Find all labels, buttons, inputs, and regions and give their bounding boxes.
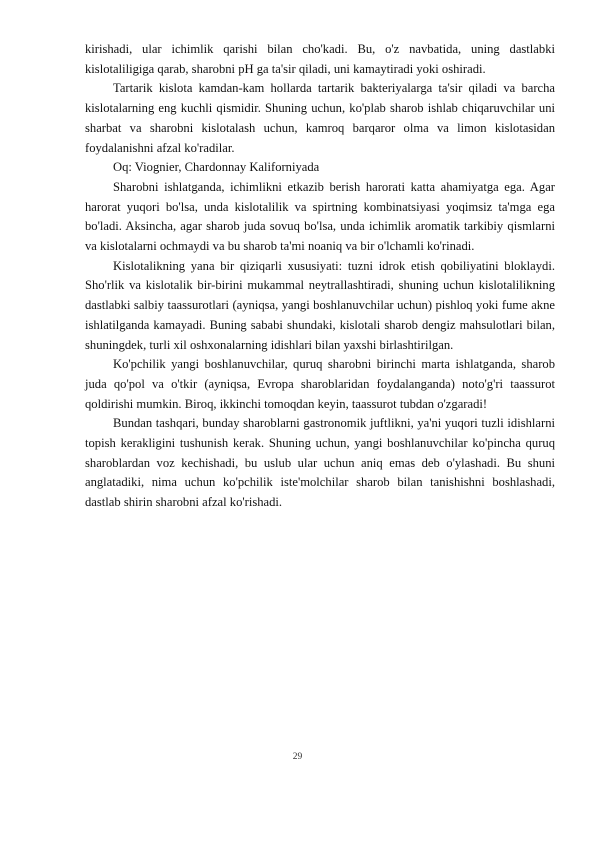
- page-body: [85, 40, 555, 513]
- paragraph-tartaric-acid: Tartarik kislota kamdan-kam hollarda tartarik bakteriyalarga ta'sir qiladi va barcha kislotalarning eng kuchli qismidir. Shuning uchun, ko'plab sharob ishlab chiqaruvchilar uni sharbat va sharobni kislotalash uchun, kamroq barqaror olma va limon kislotasidan foydalanishni afzal ko'radilar.: [85, 81, 555, 155]
- paragraph-gastronomic-pairing: Bundan tashqari, bunday sharoblarni gastronomik juftlikni, ya'ni yuqori tuzli idishlarni topish kerakligini tushunish kerak. Shuning uchun, yangi boshlanuvchilar ko'pincha quruq sharoblardan voz kechishadi, bu uslub ular uchun aniq emas deb o'ylashadi. Bu shuni anglatadiki, nima uchun ko'pchilik iste'molchilar sharob bilan tanishishni boshlashadi, dastlab shirin sharobni afzal ko'rishadi.: [85, 416, 555, 510]
- page-number: 29: [292, 752, 303, 762]
- paragraph-acidity-salt: Kislotalikning yana bir qiziqarli xususiyati: tuzni idrok etish qobiliyatini bloklaydi. Sho'rlik va kislotalik bir-birini mukammal neytrallashtiradi, shuning uchun kislotalilikning dastlabki salbiy taassurotlari (ayniqsa, yangi boshlanuvchilar uchun) pishloq yoki fume akne ishlatilganda kamayadi. Buning sababi shundaki, kislotali sharob dengiz mahsulotlari bilan, shuningdek, turli xil oshxonalarning idishlari bilan yaxshi birlashtirilgan.: [85, 258, 555, 352]
- paragraph-beginners-dry-wine: Ko'pchilik yangi boshlanuvchilar, quruq sharobni birinchi marta ishlatganda, sharob juda qo'pol va o'tkir (ayniqsa, Evropa sharoblaridan foydalanganda) noto'g'ri taassurot qoldirishi mumkin. Biroq, ikkinchi tomoqdan keyin, taassurot tubdan o'zgaradi!: [85, 357, 555, 411]
- paragraph-continued: kirishadi, ular ichimlik qarishi bilan cho'kadi. Bu, o'z navbatida, uning dastlabki kislotaliligiga qarab, sharobni pH ga ta'sir qiladi, uni kamaytiradi yoki oshiradi.: [85, 42, 555, 76]
- paragraph-white-wines: Oq: Viognier, Chardonnay Kaliforniyada: [113, 160, 320, 175]
- paragraph-serving-temperature: Sharobni ishlatganda, ichimlikni etkazib berish harorati katta ahamiyatga ega. Agar harorat yuqori bo'lsa, unda kislotalilik va spirtning kombinatsiyasi yoqimsiz ta'mga ega bo'ladi. Aksincha, agar sharob juda sovuq bo'lsa, unda ichimlik aromatik tarkibiy qismlarni va kislotalarni ochmaydi va bu sharob ta'mi noaniq va bir o'lchamli ko'rinadi.: [85, 179, 555, 254]
